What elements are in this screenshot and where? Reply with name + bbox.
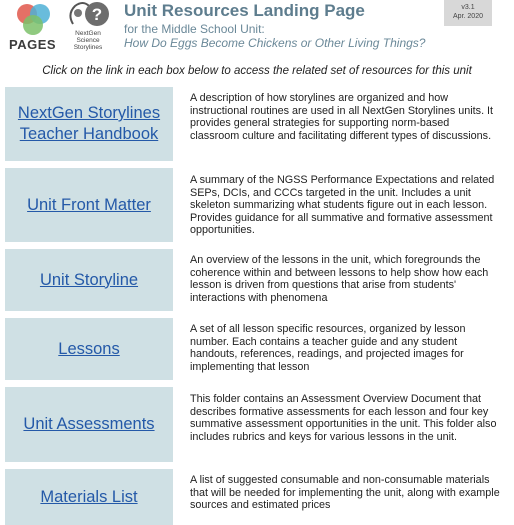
- resource-description: A list of suggested consumable and non-consumable materials that will be needed for implementing the unit, along with example sources and estimated prices: [190, 474, 500, 512]
- resource-description: An overview of the lessons in the unit, which foregrounds the coherence within and between lessons to help show how each lesson is driven from questions that arise from students' interactions with phenomena: [190, 254, 489, 304]
- unit-front-matter-link[interactable]: Unit Front Matter: [27, 195, 151, 214]
- page-title: Unit Resources Landing Page: [124, 1, 365, 20]
- unit-assessments-link[interactable]: Unit Assessments: [23, 415, 155, 433]
- ngss-logo: [63, 0, 113, 56]
- teacher-handbook-link[interactable]: NextGen Storylines Teacher Handbook: [17, 104, 161, 143]
- ngss-logo-line: Storylines: [73, 44, 103, 51]
- version-date: Apr. 2020: [453, 13, 483, 20]
- link-box[interactable]: [5, 387, 173, 462]
- ngss-logo-line: Science: [76, 37, 100, 44]
- version-badge: [444, 0, 492, 26]
- svg-text:?: ?: [91, 5, 103, 24]
- resource-description: This folder contains an Assessment Overview Document that describes formative assessments for each lesson and four key summative assessment opportunities in the unit. This folder also includes rubrics and keys for various lessons in the unit.: [190, 393, 497, 443]
- pages-logo-icon: [14, 2, 54, 38]
- link-box[interactable]: [5, 87, 173, 161]
- materials-list-link[interactable]: Materials List: [40, 487, 138, 506]
- link-box[interactable]: [5, 469, 173, 525]
- ngss-logo-line: NextGen: [75, 30, 101, 37]
- resource-description: A summary of the NGSS Performance Expectations and related SEPs, DCIs, and CCCs targeted in the unit. Includes a unit skeleton summarizing what students figure out in each lesson. Provides guidance for all summative and formative assessment opportunities.: [190, 174, 495, 237]
- header: [0, 0, 514, 58]
- link-box[interactable]: [5, 249, 173, 311]
- link-box[interactable]: [5, 318, 173, 380]
- version-number: v3.1: [461, 4, 475, 11]
- unit-name: How Do Eggs Become Chickens or Other Living Things?: [124, 36, 426, 50]
- instruction-text: Click on the link in each box below to access the related set of resources for this unit: [42, 65, 472, 77]
- lessons-link[interactable]: Lessons: [58, 339, 120, 358]
- pages-logo: [8, 2, 60, 52]
- resource-description: A set of all lesson specific resources, organized by lesson number. Each contains a teacher guide and any student handouts, references, readings, and projected images for implementing that lesson: [190, 323, 466, 373]
- resource-description: A description of how storylines are organized and how instructional routines are used in all NextGen Storylines units. It provides general strategies for supporting norm-based classroom culture and facilitating different types of discussions.: [190, 92, 494, 142]
- ngss-logo-icon: [65, 0, 111, 30]
- unit-storyline-link[interactable]: Unit Storyline: [39, 270, 139, 289]
- pages-logo-text: PAGES: [9, 37, 57, 52]
- link-box[interactable]: [5, 168, 173, 242]
- page-subtitle: for the Middle School Unit:: [124, 22, 265, 36]
